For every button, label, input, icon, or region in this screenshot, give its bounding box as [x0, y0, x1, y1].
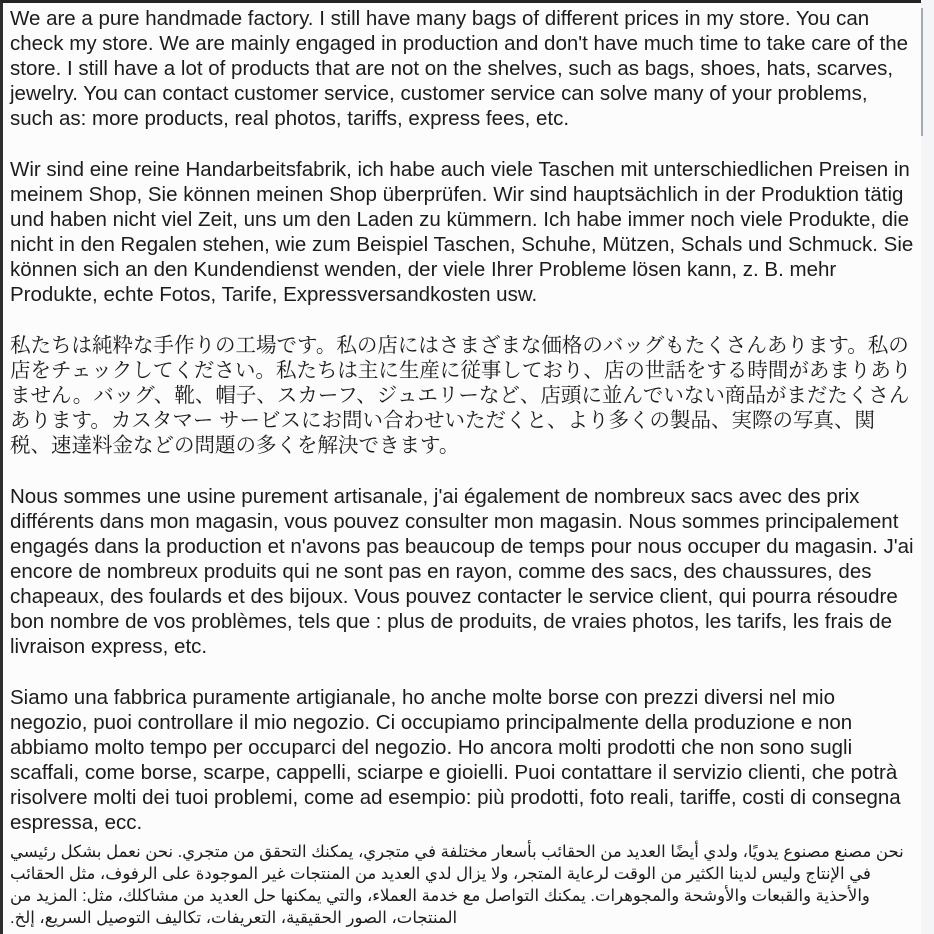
paragraph-german: Wir sind eine reine Handarbeitsfabrik, ich habe auch viele Taschen mit unterschiedlichen Preisen in meinem Shop, Sie können meinen Shop überprüfen. Wir sind hauptsächlich in der Produktion tätig und haben nicht viel Zeit, uns um den Laden zu kümmern. Ich habe immer noch viele Produkte, die nicht in den Regalen stehen, wie zum Beispiel Taschen, Schuhe, Mützen, Schals und Schmuck. Sie können sich an den Kundendienst wenden, der viele Ihrer Probleme lösen kann, z. B. mehr Produkte, echte Fotos, Tarife, Expressversandkosten usw.: [10, 158, 914, 306]
paragraph-japanese: 私たちは純粋な手作りの工場です。私の店にはさまざまな価格のバッグもたくさんあります。私の店をチェックしてください。私たちは主に生産に従事しており、店の世話をする時間があまりありません。バッグ、靴、帽子、スカーフ、ジュエリーなど、店頭に並んでいない商品がまだたくさんあります。カスタマー サービスにお問い合わせいただくと、より多くの製品、実際の写真、関税、速達料金などの問題の多くを解決できます。: [10, 334, 912, 457]
paragraph-french: Nous sommes une usine purement artisanale, j'ai également de nombreux sacs avec des prix différents dans mon magasin, vous pouvez consulter mon magasin. Nous sommes principalement engagés dans la production et n'avons pas beaucoup de temps pour nous occuper du magasin. J'ai encore de nombreux produits qui ne sont pas en rayon, comme des sacs, des chaussures, des chapeaux, des foulards et des bijoux. Vous pouvez contacter le service client, qui pourra résoudre bon nombre de vos problèmes, tels que : plus de produits, de vraies photos, les tarifs, les frais de livraison express, etc.: [10, 485, 914, 658]
paragraph-english: We are a pure handmade factory. I still have many bags of different prices in my store. You can check my store. We are mainly engaged in production and don't have much time to take care of the store. I still have a lot of products that are not on the shelves, such as bags, shoes, hats, scarves, jewelry. You can contact customer service, customer service can solve many of your problems, such as: more products, real photos, tariffs, express fees, etc.: [10, 7, 909, 130]
paragraph-italian: Siamo una fabbrica puramente artigianale, ho anche molte borse con prezzi diversi nel mio negozio, puoi controllare il mio negozio. Ci occupiamo principalmente della produzione e non abbiamo molto tempo per occuparci del negozio. Ho ancora molti prodotti che non sono sugli scaffali, come borse, scarpe, cappelli, sciarpe e gioielli. Puoi contattare il servizio clienti, che potrà risolvere molti dei tuoi problemi, come ad esempio: più prodotti, foto reali, tariffe, costi di consegna espressa, ecc.: [10, 686, 901, 834]
scrollbar-thumb[interactable]: [921, 8, 923, 136]
paragraph-arabic: نحن مصنع مصنوع يدويًا، ولدي أيضًا العديد من الحقائب بأسعار مختلفة في متجري، يمكنك التحقق من متجري. نحن نعمل بشكل رئيسي في الإنتاج وليس لدينا الكثير من الوقت لرعاية المتجر، ولا يزال لدي العديد من المنتجات غير الموجودة على الرفوف، مثل الحقائب والأحذية والقبعات والأوشحة والمجوهرات. يمكنك التواصل مع خدمة العملاء، والتي يمكنها حل العديد من مشاكلك، مثل: المزيد من المنتجات، الصور الحقيقية، التعريفات، تكاليف التوصيل السريع، إلخ.: [10, 843, 904, 927]
